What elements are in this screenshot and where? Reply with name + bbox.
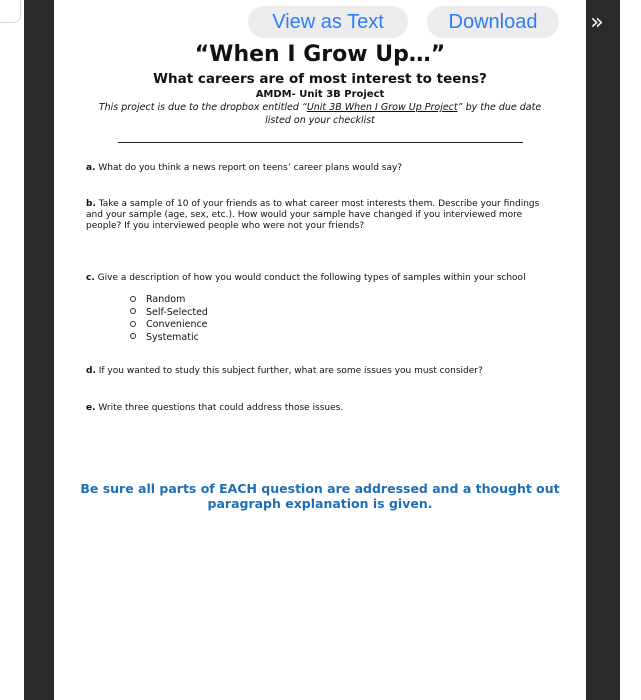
dropbox-link: Unit 3B When I Grow Up Project — [306, 102, 458, 113]
bullet-icon — [130, 333, 136, 339]
question-label: a. — [86, 163, 96, 173]
question-label: e. — [86, 403, 96, 413]
sample-type-label: Random — [146, 294, 186, 305]
question-c — [86, 273, 556, 284]
bullet-icon — [130, 296, 136, 302]
list-item — [130, 307, 208, 320]
completion-note: Be sure all parts of EACH question are addressed and a thought out paragraph explanation is given. — [80, 481, 560, 511]
list-item — [130, 332, 208, 345]
due-prefix: This project is due to the dropbox entitled “ — [98, 102, 307, 113]
question-text: Take a sample of 10 of your friends as to what career most interests them. Describe your findings and your sample (age, sex, etc.). How would your sample have changed if you interviewed more people? If you interviewed people who were not your friends? — [86, 199, 540, 231]
list-item — [130, 319, 208, 332]
divider — [118, 142, 523, 143]
list-item — [130, 294, 208, 307]
bullet-icon — [130, 308, 136, 314]
question-text: If you wanted to study this subject further, what are some issues you must consider? — [98, 366, 483, 376]
sidebar-edge — [0, 0, 21, 23]
sample-type-label: Self-Selected — [146, 306, 208, 318]
download-button[interactable]: Download — [427, 6, 559, 38]
question-e — [86, 403, 556, 414]
view-as-text-button[interactable]: View as Text — [248, 6, 408, 38]
question-label: d. — [86, 366, 96, 376]
sample-type-label: Convenience — [146, 319, 208, 330]
sample-types-list — [130, 294, 208, 344]
document-subtitle: What careers are of most interest to teens? — [153, 71, 487, 87]
question-label: b. — [86, 199, 96, 209]
question-label: c. — [86, 273, 95, 283]
question-text: Write three questions that could address those issues. — [98, 403, 344, 413]
bullet-icon — [130, 321, 136, 327]
next-page-icon[interactable]: » — [590, 10, 604, 35]
unit-label: AMDM- Unit 3B Project — [255, 89, 385, 100]
question-b — [86, 199, 556, 232]
question-text: What do you think a news report on teens’ career plans would say? — [98, 163, 403, 173]
question-d — [86, 366, 556, 377]
question-a — [86, 163, 556, 174]
due-instructions — [94, 101, 546, 127]
question-text: Give a description of how you would conduct the following types of samples within your school — [97, 273, 526, 283]
due-suffix: ” by the due date listed on your checklist — [265, 102, 542, 126]
document-title: “When I Grow Up…” — [194, 42, 446, 67]
sample-type-label: Systematic — [146, 331, 199, 343]
